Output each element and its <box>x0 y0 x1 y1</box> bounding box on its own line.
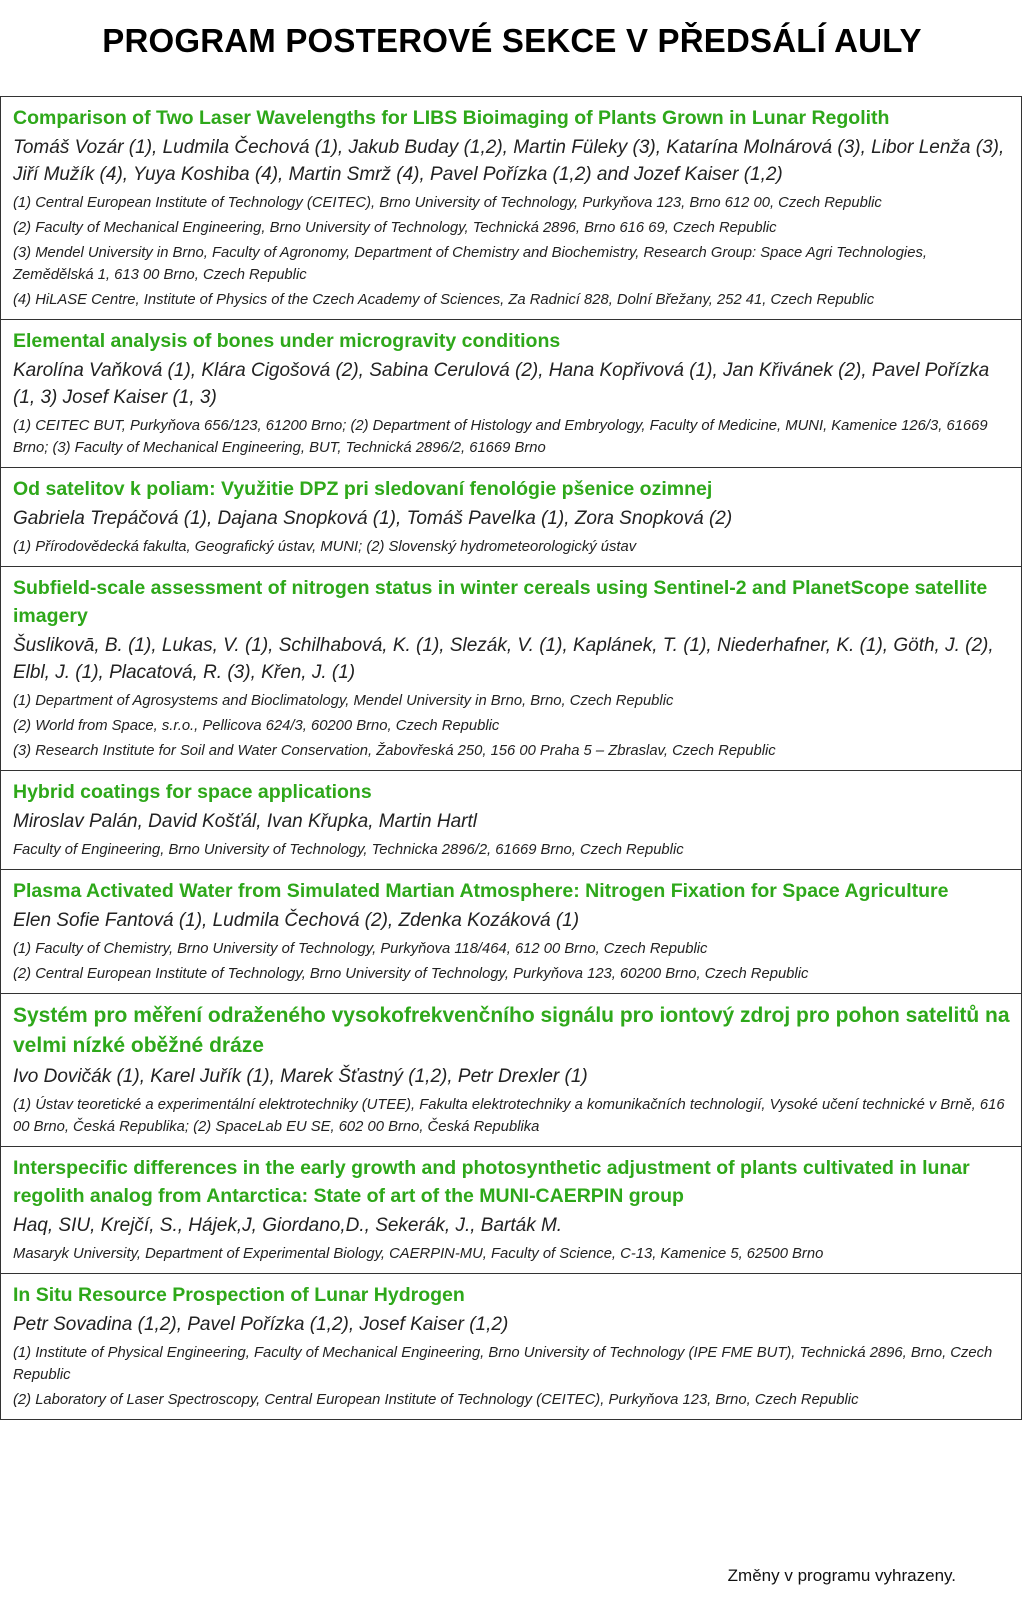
poster-authors: Karolína Vaňková (1), Klára Cigošová (2), Sabina Cerulová (2), Hana Kopřivová (1), Jan Křivánek (2), Pavel Pořízka (1, 3) Josef Kaiser (1, 3) <box>13 360 990 408</box>
poster-title: Comparison of Two Laser Wavelengths for LIBS Bioimaging of Plants Grown in Lunar Regolith <box>13 107 890 129</box>
poster-authors: Tomáš Vozár (1), Ludmila Čechová (1), Jakub Buday (1,2), Martin Füleky (3), Katarína Molnárová (3), Libor Lenža (3), Jiří Mužík (4), Yuya Koshiba (4), Martin Smrž (4), Pavel Pořízka (1,2) and Jozef Kaiser (1,2) <box>13 137 1005 185</box>
poster-title: Systém pro měření odraženého vysokofrekvenčního signálu pro iontový zdroj pro pohon satelitů na velmi nízké oběžné dráze <box>13 1004 1010 1057</box>
poster-authors: Elen Sofie Fantová (1), Ludmila Čechová (2), Zdenka Kozáková (1) <box>13 910 580 931</box>
poster-entry <box>1 771 1021 870</box>
poster-authors: Haq, SIU, Krejčí, S., Hájek,J, Giordano,D., Sekerák, J., Barták M. <box>13 1215 563 1236</box>
poster-title: Interspecific differences in the early growth and photosynthetic adjustment of plants cultivated in lunar regolith analog from Antarctica: State of art of the MUNI-CAERPIN group <box>13 1157 970 1207</box>
poster-authors: Miroslav Palán, David Košťál, Ivan Křupka, Martin Hartl <box>13 811 477 832</box>
affiliation: (3) Research Institute for Soil and Water Conservation, Žabovřeská 250, 156 00 Praha 5 – Zbraslav, Czech Republic <box>13 743 776 759</box>
footer-note: Změny v programu vyhrazeny. <box>727 1566 956 1585</box>
poster-entry <box>1 1147 1021 1274</box>
affiliation: (2) Central European Institute of Technology, Brno University of Technology, Purkyňova 123, 60200 Brno, Czech Republic <box>13 966 809 982</box>
poster-title: In Situ Resource Prospection of Lunar Hydrogen <box>13 1284 465 1306</box>
poster-entry <box>1 1274 1021 1420</box>
poster-title: Plasma Activated Water from Simulated Martian Atmosphere: Nitrogen Fixation for Space Agriculture <box>13 880 949 902</box>
poster-entry <box>1 870 1021 994</box>
affiliation: Faculty of Engineering, Brno University of Technology, Technicka 2896/2, 61669 Brno, Czech Republic <box>13 842 684 858</box>
affiliation: (1) Department of Agrosystems and Bioclimatology, Mendel University in Brno, Brno, Czech Republic <box>13 693 674 709</box>
affiliation: (1) Central European Institute of Technology (CEITEC), Brno University of Technology, Purkyňova 123, Brno 612 00, Czech Republic <box>13 195 882 211</box>
poster-entry <box>1 468 1021 567</box>
poster-authors: Gabriela Trepáčová (1), Dajana Snopková (1), Tomáš Pavelka (1), Zora Snopková (2) <box>13 508 733 529</box>
poster-authors: Petr Sovadina (1,2), Pavel Pořízka (1,2), Josef Kaiser (1,2) <box>13 1314 509 1335</box>
affiliation: (4) HiLASE Centre, Institute of Physics of the Czech Academy of Sciences, Za Radnicí 828, Dolní Břežany, 252 41, Czech Republic <box>13 292 875 308</box>
affiliation: Masaryk University, Department of Experimental Biology, CAERPIN-MU, Faculty of Science, C-13, Kamenice 5, 62500 Brno <box>13 1246 824 1262</box>
affiliation: (2) Laboratory of Laser Spectroscopy, Central European Institute of Technology (CEITEC), Purkyňova 123, Brno, Czech Republic <box>13 1392 859 1408</box>
poster-title: Elemental analysis of bones under microgravity conditions <box>13 330 561 352</box>
affiliation: (1) Přírodovědecká fakulta, Geografický ústav, MUNI; (2) Slovenský hydrometeorologický ústav <box>13 539 637 555</box>
affiliation: (1) Institute of Physical Engineering, Faculty of Mechanical Engineering, Brno University of Technology (IPE FME BUT), Technická 2896, Brno, Czech Republic <box>13 1345 993 1383</box>
affiliation: (1) CEITEC BUT, Purkyňova 656/123, 61200 Brno; (2) Department of Histology and Embryology, Faculty of Medicine, MUNI, Kamenice 126/3, 61669 Brno; (3) Faculty of Mechanical Engineering, BUT, Technická 2896/2, 61669 Brno <box>13 418 988 456</box>
affiliation: (2) World from Space, s.r.o., Pellicova 624/3, 60200 Brno, Czech Republic <box>13 718 500 734</box>
poster-entry <box>1 97 1021 320</box>
poster-title: Subfield-scale assessment of nitrogen status in winter cereals using Sentinel-2 and PlanetScope satellite imagery <box>13 577 988 627</box>
poster-authors: Ivo Dovičák (1), Karel Juřík (1), Marek Šťastný (1,2), Petr Drexler (1) <box>13 1066 588 1087</box>
poster-entry <box>1 994 1021 1147</box>
affiliation: (1) Faculty of Chemistry, Brno University of Technology, Purkyňova 118/464, 612 00 Brno, Czech Republic <box>13 941 708 957</box>
affiliation: (3) Mendel University in Brno, Faculty of Agronomy, Department of Chemistry and Biochemistry, Research Group: Space Agri Technologies, Zemědělská 1, 613 00 Brno, Czech Republic <box>13 245 927 283</box>
poster-title: Od satelitov k poliam: Využitie DPZ pri sledovaní fenológie pšenice ozimnej <box>13 478 713 500</box>
poster-title: Hybrid coatings for space applications <box>13 781 372 803</box>
affiliation: (2) Faculty of Mechanical Engineering, Brno University of Technology, Technická 2896, Brno 616 69, Czech Republic <box>13 220 777 236</box>
poster-authors: Šuslikovā, B. (1), Lukas, V. (1), Schilhabová, K. (1), Slezák, V. (1), Kaplánek, T. (1), Niederhafner, K. (1), Göth, J. (2), Elbl, J. (1), Placatová, R. (3), Křen, J. (1) <box>13 635 994 683</box>
affiliation: (1) Ústav teoretické a experimentální elektrotechniky (UTEE), Fakulta elektrotechniky a komunikačních technologií, Vysoké učení technické v Brně, 616 00 Brno, Česká Republika; (2) SpaceLab EU SE, 602 00 Brno, Česká Republika <box>13 1097 1005 1135</box>
poster-entry <box>1 567 1021 771</box>
poster-program-table <box>0 96 1022 1420</box>
poster-entry <box>1 320 1021 468</box>
page-title: PROGRAM POSTEROVÉ SEKCE V PŘEDSÁLÍ AULY <box>102 22 922 59</box>
